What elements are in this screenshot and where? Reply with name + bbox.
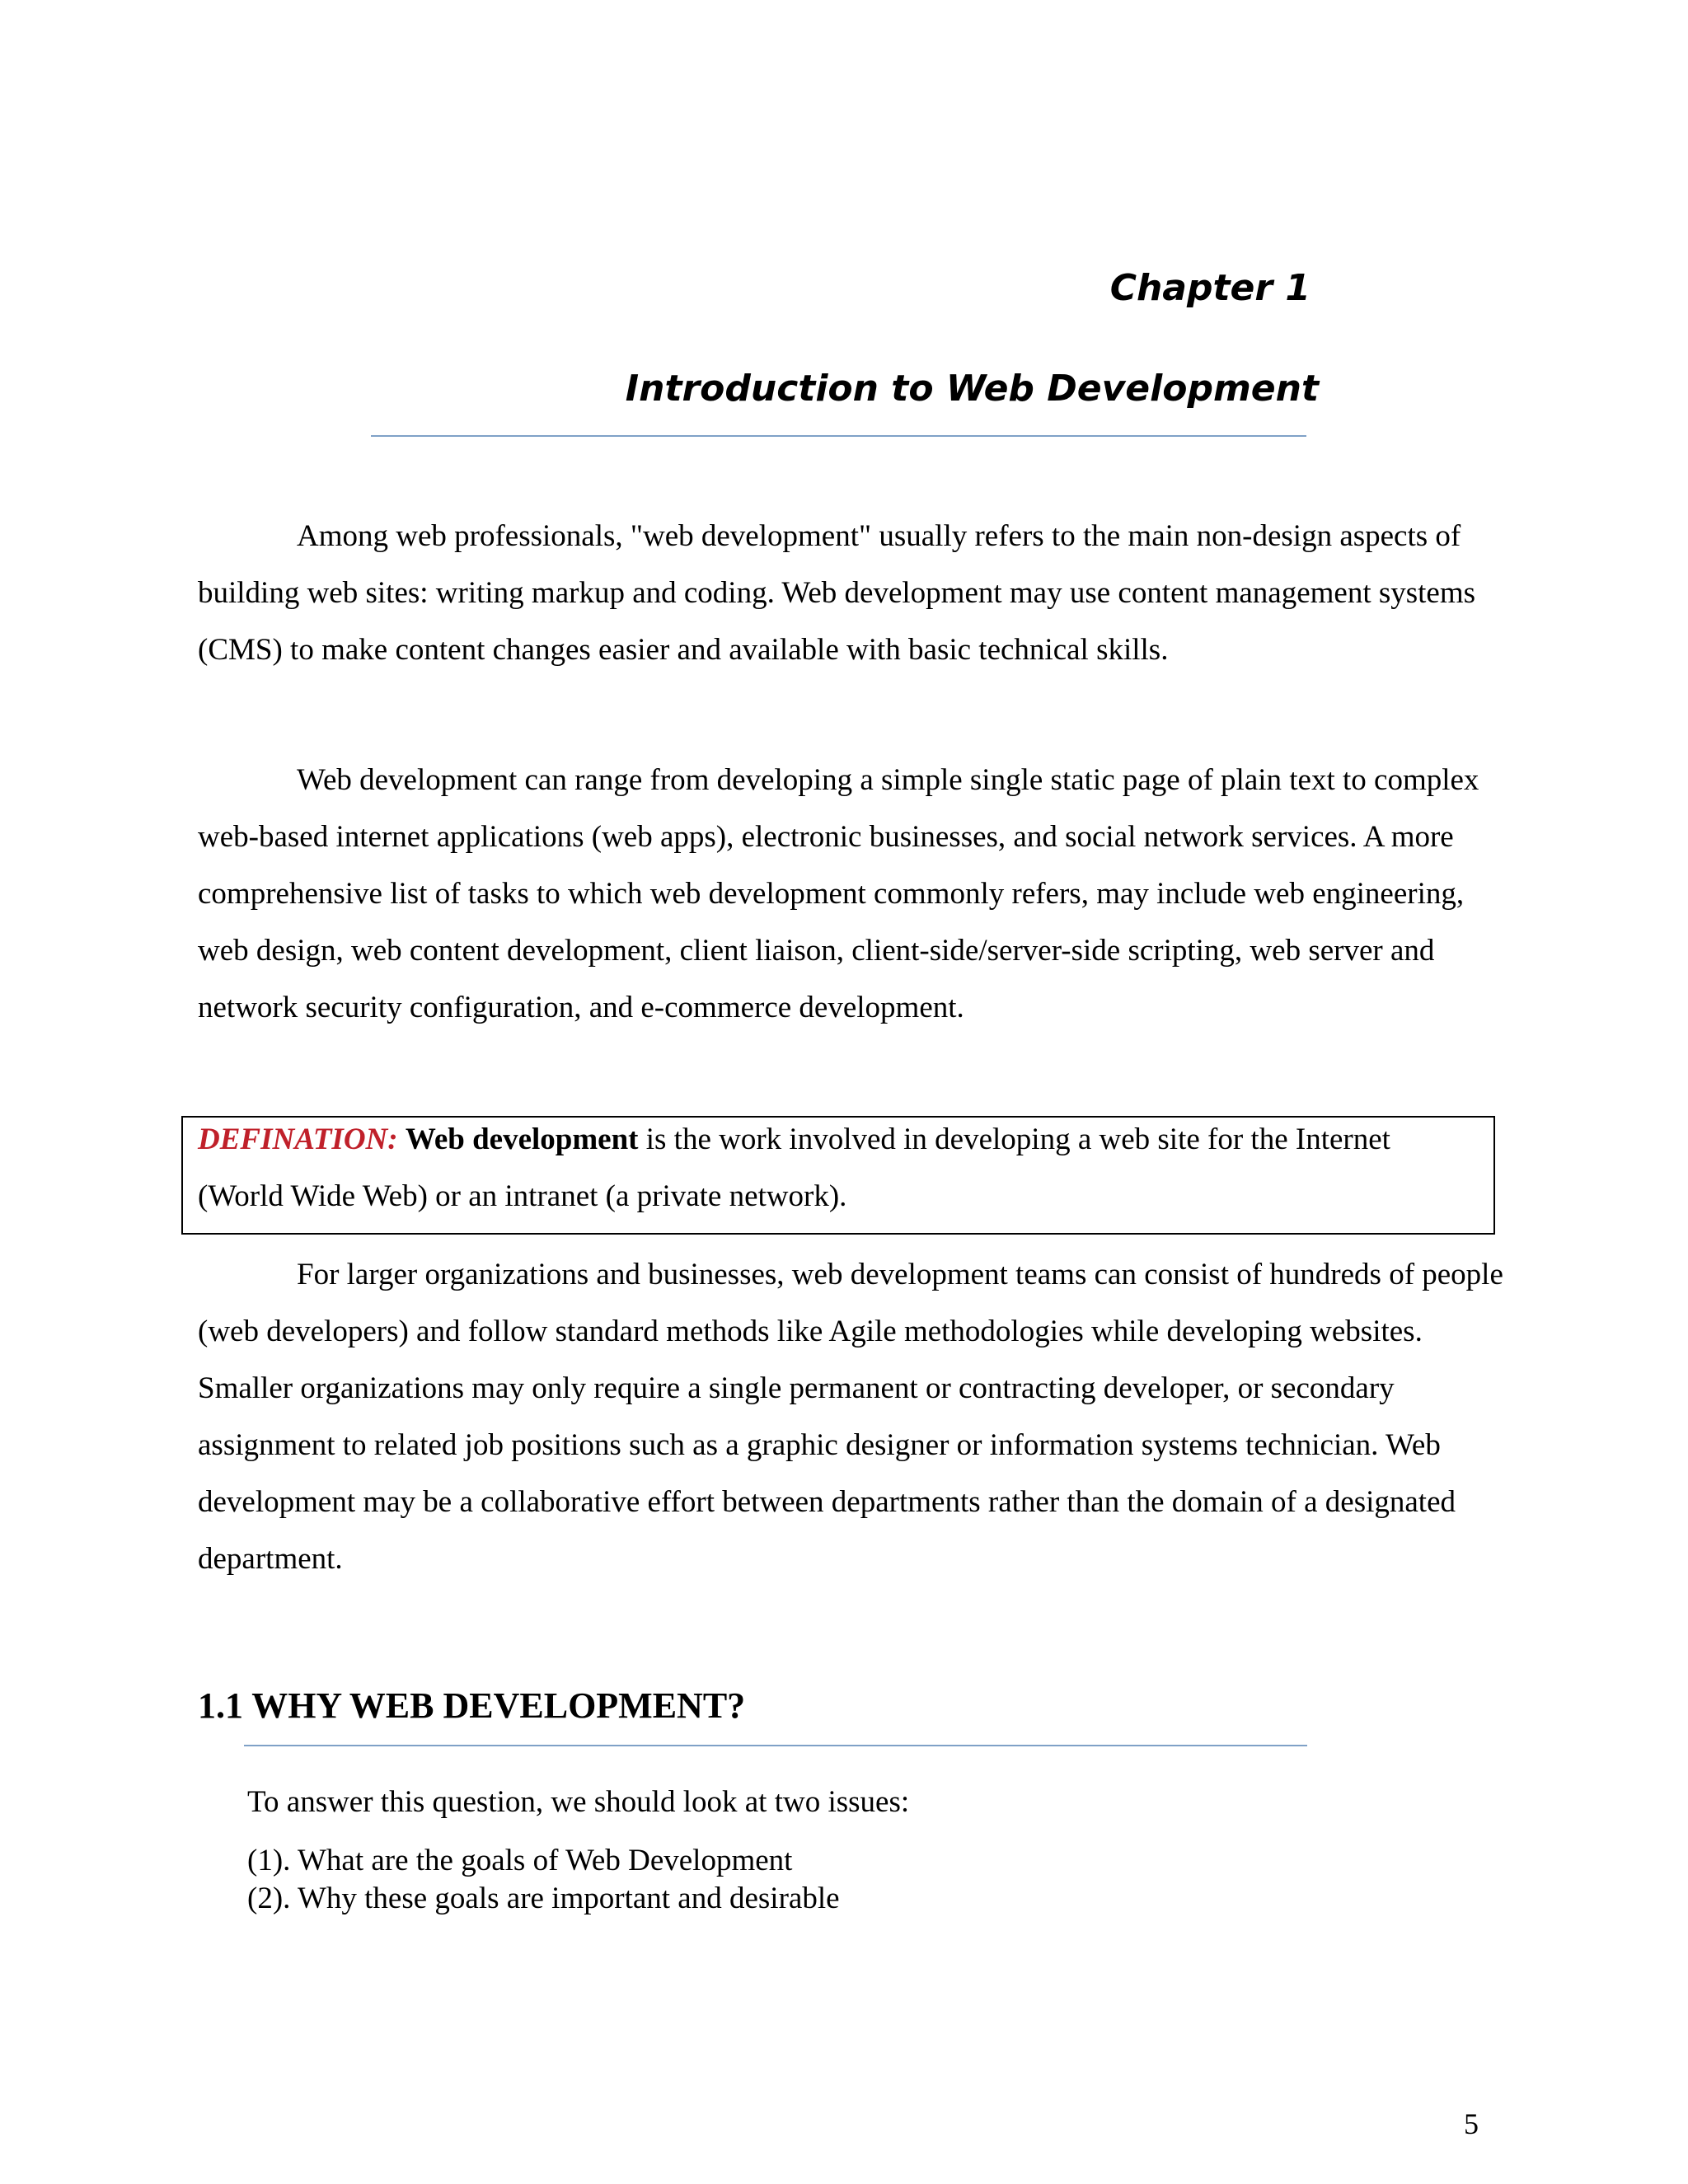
list-item: (2). Why these goals are important and desirable xyxy=(247,1882,840,1915)
definition-text xyxy=(198,1111,1484,1225)
page-number: 5 xyxy=(1464,2107,1479,2140)
paragraph-scope: Web development can range from developing a simple single static page of plain text to complex web-based internet applications (web apps), electronic businesses, and social network services. A more comprehensive list of tasks to which web development commonly refers, may include web engineering, web design, web content development, client liaison, client-side/server-side scripting, web server and network security configuration, and e-commerce development. xyxy=(198,763,1479,1024)
title-divider xyxy=(371,435,1306,437)
chapter-title: Introduction to Web Development xyxy=(625,368,1319,410)
definition-body: is the work involved in developing a web site for the Internet (World Wide Web) or an intranet (a private network). xyxy=(198,1122,1390,1213)
issues-list xyxy=(247,1842,840,1918)
section-divider xyxy=(244,1745,1307,1746)
section-heading: 1.1 WHY WEB DEVELOPMENT? xyxy=(198,1685,746,1726)
definition-label: DEFINATION: xyxy=(198,1122,398,1156)
definition-term: Web development xyxy=(405,1122,639,1156)
paragraph-intro: Among web professionals, "web development" usually refers to the main non-design aspects of building web sites: writing markup and coding. Web development may use content management systems (CMS) to make content changes easier and available with basic technical skills. xyxy=(198,519,1476,667)
section-intro: To answer this question, we should look at two issues: xyxy=(247,1785,910,1819)
chapter-label: Chapter 1 xyxy=(1109,267,1311,309)
list-item: (1). What are the goals of Web Development xyxy=(247,1844,793,1877)
paragraph-organizations: For larger organizations and businesses, web development teams can consist of hundreds of people (web developers) and follow standard methods like Agile methodologies while developing websites. Smaller organizations may only require a single permanent or contracting developer, or secondary assignment to related job positions such as a graphic designer or information systems technician. Web development may be a collaborative effort between departments rather than the domain of a designated department. xyxy=(198,1258,1503,1576)
